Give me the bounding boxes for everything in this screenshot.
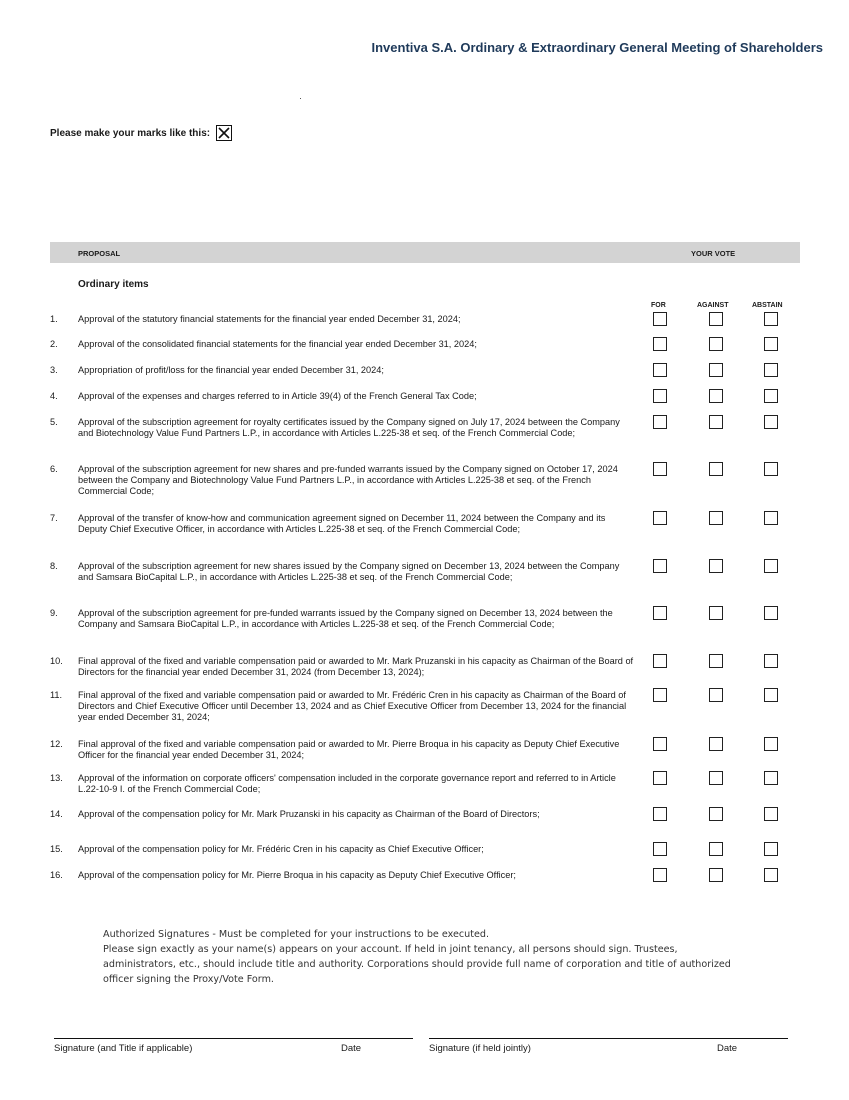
against-checkbox[interactable] xyxy=(709,363,723,377)
abstain-checkbox[interactable] xyxy=(764,511,778,525)
proposal-text: Approval of the transfer of know-how and communication agreement signed on December 11, 2024 between the Company and its Deputy Chief Executive Officer, in accordance with Articles L.225-38 et seq. of the French Commercial Code; xyxy=(78,513,606,534)
against-checkbox[interactable] xyxy=(709,337,723,351)
proposal-number: 2. xyxy=(50,339,58,349)
against-checkbox[interactable] xyxy=(709,389,723,403)
proposal-number: 3. xyxy=(50,365,58,375)
signature-line-1[interactable] xyxy=(54,1038,413,1039)
table-header xyxy=(50,242,800,263)
proposal-number: 9. xyxy=(50,608,58,618)
joint-signature-label: Signature (if held jointly) xyxy=(429,1043,531,1054)
abstain-column-header: ABSTAIN xyxy=(752,302,783,309)
for-checkbox[interactable] xyxy=(653,606,667,620)
authorization-block xyxy=(103,927,743,987)
against-checkbox[interactable] xyxy=(709,511,723,525)
proposal-text: Approval of the compensation policy for Mr. Mark Pruzanski in his capacity as Chairman of the Board of Directors; xyxy=(78,809,540,819)
stray-dot xyxy=(300,98,301,99)
proposal-text: Appropriation of profit/loss for the financial year ended December 31, 2024; xyxy=(78,365,384,375)
abstain-checkbox[interactable] xyxy=(764,337,778,351)
for-checkbox[interactable] xyxy=(653,559,667,573)
for-checkbox[interactable] xyxy=(653,415,667,429)
page-title: Inventiva S.A. Ordinary & Extraordinary General Meeting of Shareholders xyxy=(371,40,823,55)
against-checkbox[interactable] xyxy=(709,771,723,785)
abstain-checkbox[interactable] xyxy=(764,462,778,476)
proposal-text: Final approval of the fixed and variable compensation paid or awarded to Mr. Mark Pruzanski in his capacity as Chairman of the Board of Directors for the financial year ended December 31, 2024 (from December 13, 2024); xyxy=(78,656,634,677)
proposal-number: 8. xyxy=(50,561,58,571)
signature-label: Signature (and Title if applicable) xyxy=(54,1043,193,1054)
for-checkbox[interactable] xyxy=(653,363,667,377)
proposal-text: Approval of the subscription agreement for new shares and pre-funded warrants issued by the Company signed on October 17, 2024 between the Company and Biotechnology Value Fund Partners L.P., in accordance with Articles L.225-38 et seq. of the French Commercial Code; xyxy=(78,464,618,496)
for-checkbox[interactable] xyxy=(653,337,667,351)
for-checkbox[interactable] xyxy=(653,688,667,702)
abstain-checkbox[interactable] xyxy=(764,771,778,785)
abstain-checkbox[interactable] xyxy=(764,363,778,377)
against-column-header: AGAINST xyxy=(697,302,729,309)
date-label: Date xyxy=(341,1043,362,1054)
against-checkbox[interactable] xyxy=(709,312,723,326)
against-checkbox[interactable] xyxy=(709,842,723,856)
proposal-number: 7. xyxy=(50,513,58,523)
signature-line-2[interactable] xyxy=(429,1038,788,1039)
for-checkbox[interactable] xyxy=(653,654,667,668)
abstain-checkbox[interactable] xyxy=(764,312,778,326)
against-checkbox[interactable] xyxy=(709,415,723,429)
proposal-text: Approval of the compensation policy for Mr. Pierre Broqua in his capacity as Deputy Chief Executive Officer; xyxy=(78,870,516,880)
against-checkbox[interactable] xyxy=(709,688,723,702)
against-checkbox[interactable] xyxy=(709,559,723,573)
abstain-checkbox[interactable] xyxy=(764,606,778,620)
proposal-number: 14. xyxy=(50,809,63,819)
against-checkbox[interactable] xyxy=(709,868,723,882)
proposal-number: 5. xyxy=(50,417,58,427)
for-checkbox[interactable] xyxy=(653,842,667,856)
proposal-text: Approval of the compensation policy for Mr. Frédéric Cren in his capacity as Chief Executive Officer; xyxy=(78,844,484,854)
abstain-checkbox[interactable] xyxy=(764,415,778,429)
proposal-text: Approval of the expenses and charges referred to in Article 39(4) of the French General Tax Code; xyxy=(78,391,477,401)
proposal-number: 4. xyxy=(50,391,58,401)
section-title: Ordinary items xyxy=(78,279,149,290)
proposal-header: PROPOSAL xyxy=(78,249,121,258)
abstain-checkbox[interactable] xyxy=(764,737,778,751)
abstain-checkbox[interactable] xyxy=(764,688,778,702)
for-checkbox[interactable] xyxy=(653,389,667,403)
proposal-text: Approval of the information on corporate officers' compensation included in the corporate governance report and referred to in Article L.22-10-9 I. of the French Commercial Code; xyxy=(78,773,616,794)
for-checkbox[interactable] xyxy=(653,511,667,525)
proposal-number: 11. xyxy=(50,690,63,700)
for-column-header: FOR xyxy=(651,302,666,309)
proposal-text: Final approval of the fixed and variable compensation paid or awarded to Mr. Frédéric Cren in his capacity as Chairman of the Board of Directors and Chief Executive Officer until December 13, 2024 and as Chief Executive Officer from December 13, 2024 for the financial year ended December 31, 2024; xyxy=(78,690,627,722)
proposal-number: 6. xyxy=(50,464,58,474)
for-checkbox[interactable] xyxy=(653,807,667,821)
proposal-number: 16. xyxy=(50,870,63,880)
abstain-checkbox[interactable] xyxy=(764,654,778,668)
for-checkbox[interactable] xyxy=(653,312,667,326)
example-mark-icon xyxy=(216,125,232,141)
proposal-text: Approval of the statutory financial statements for the financial year ended December 31, 2024; xyxy=(78,314,461,324)
proposal-text: Approval of the subscription agreement for new shares issued by the Company signed on December 13, 2024 between the Company and Samsara BioCapital L.P., in accordance with Articles L.225-38 et seq. of the French Commercial Code; xyxy=(78,561,620,582)
for-checkbox[interactable] xyxy=(653,462,667,476)
authorization-body: Please sign exactly as your name(s) appears on your account. If held in joint tenancy, all persons should sign. Trustees, administrators, etc., should include title and authority. Corporations should provide full name of corporation and title of authorized officer signing the Proxy/Vote Form. xyxy=(103,944,731,985)
abstain-checkbox[interactable] xyxy=(764,389,778,403)
abstain-checkbox[interactable] xyxy=(764,559,778,573)
proposal-text: Final approval of the fixed and variable compensation paid or awarded to Mr. Pierre Broqua in his capacity as Deputy Chief Executive Officer for the financial year ended December 31, 2024; xyxy=(78,739,620,760)
marks-label: Please make your marks like this: xyxy=(50,127,211,139)
abstain-checkbox[interactable] xyxy=(764,842,778,856)
proposal-number: 10. xyxy=(50,656,63,666)
proposal-text: Approval of the subscription agreement for royalty certificates issued by the Company signed on July 17, 2024 between the Company and Biotechnology Value Fund Partners L.P., in accordance with Articles L.225-38 et seq. of the French Commercial Code; xyxy=(78,417,620,438)
proposal-number: 1. xyxy=(50,314,58,324)
proposal-text: Approval of the subscription agreement for pre-funded warrants issued by the Company signed on December 13, 2024 between the Company and Samsara BioCapital L.P., in accordance with Articles L.225-38 et seq. of the French Commercial Code; xyxy=(78,608,613,629)
for-checkbox[interactable] xyxy=(653,737,667,751)
abstain-checkbox[interactable] xyxy=(764,807,778,821)
for-checkbox[interactable] xyxy=(653,868,667,882)
proposal-text: Approval of the consolidated financial statements for the financial year ended December 31, 2024; xyxy=(78,339,477,349)
against-checkbox[interactable] xyxy=(709,462,723,476)
against-checkbox[interactable] xyxy=(709,654,723,668)
marks-instruction xyxy=(50,125,232,141)
proposal-number: 15. xyxy=(50,844,63,854)
proposal-number: 12. xyxy=(50,739,63,749)
authorization-title: Authorized Signatures - Must be completed for your instructions to be executed. xyxy=(103,929,490,940)
joint-date-label: Date xyxy=(717,1043,738,1054)
your-vote-header: YOUR VOTE xyxy=(691,249,736,258)
against-checkbox[interactable] xyxy=(709,606,723,620)
for-checkbox[interactable] xyxy=(653,771,667,785)
abstain-checkbox[interactable] xyxy=(764,868,778,882)
proposal-number: 13. xyxy=(50,773,63,783)
against-checkbox[interactable] xyxy=(709,807,723,821)
against-checkbox[interactable] xyxy=(709,737,723,751)
